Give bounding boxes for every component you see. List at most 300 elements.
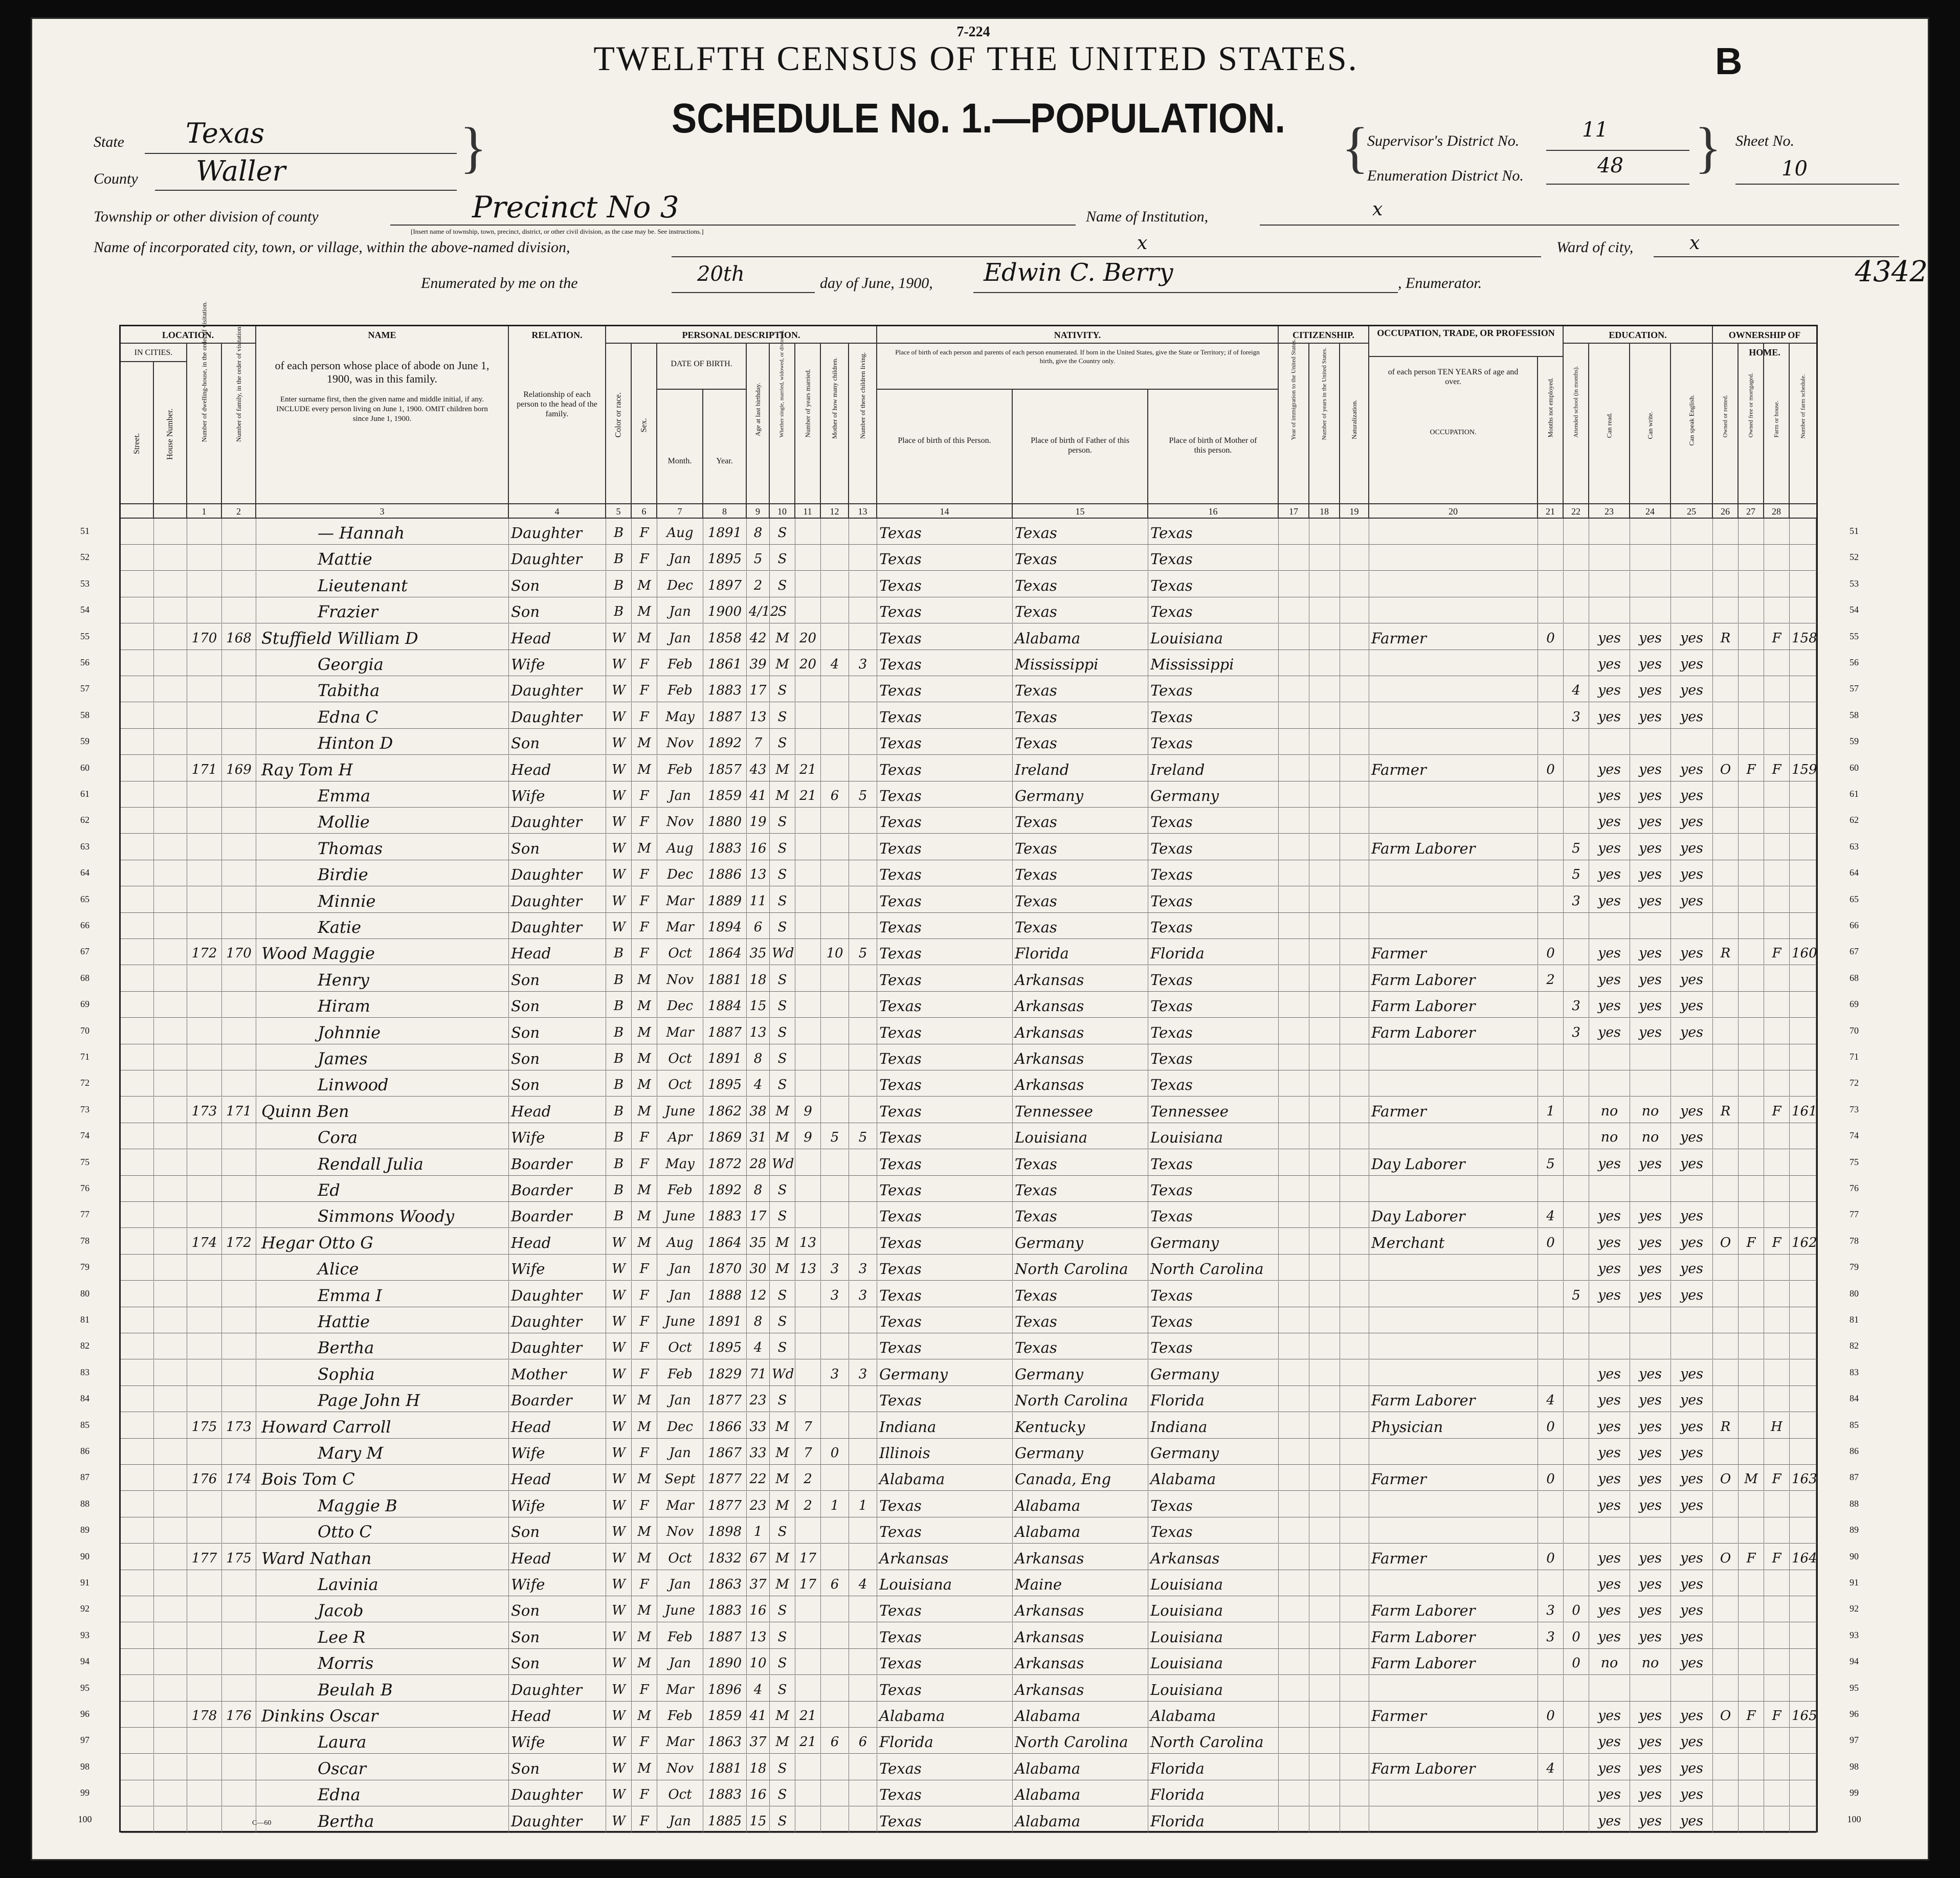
cell-wr: yes [1630, 755, 1671, 781]
cell-wr: yes [1630, 1570, 1671, 1596]
cell-blank [121, 781, 154, 808]
cell-moc [821, 1386, 849, 1412]
cell-moc: 0 [821, 1439, 849, 1465]
cell-rel: Daughter [509, 1281, 606, 1307]
cell-fh [1764, 1255, 1790, 1281]
institution-line [1260, 225, 1899, 226]
cell-mon: Aug [657, 1228, 703, 1255]
cell-sex: F [632, 1807, 657, 1833]
cell-name: Cora [256, 1123, 509, 1149]
cell-bf: Texas [1013, 1176, 1148, 1202]
cell-ym [795, 992, 821, 1018]
cell-yr: 1883 [703, 834, 747, 860]
column-number: 8 [703, 504, 747, 519]
cell-moc [821, 1517, 849, 1544]
cell-mon: June [657, 1097, 703, 1123]
cell-blank [154, 729, 187, 755]
cell-fh [1764, 597, 1790, 623]
header-owned-free-text: Owned free or mortgaged. [1747, 372, 1754, 438]
line-number-right: 93 [1850, 1629, 1859, 1640]
cell-blank [154, 1097, 187, 1123]
cell-fh [1764, 1386, 1790, 1412]
line-number-right: 96 [1850, 1709, 1859, 1719]
table-row [80, 887, 1859, 913]
cell-col: W [606, 860, 632, 886]
cell-blank [1340, 1544, 1369, 1570]
cell-own [1713, 1281, 1739, 1307]
cell-age: 15 [747, 992, 770, 1018]
cell-fh [1764, 650, 1790, 676]
cell-bm: Texas [1148, 1307, 1279, 1333]
line-number-left: 55 [80, 631, 90, 641]
line-number-left: 82 [80, 1340, 90, 1351]
cell-fs [1790, 1596, 1816, 1622]
column-number: 4 [509, 504, 606, 519]
cell-blank [1309, 624, 1340, 650]
cell-blank [1340, 1360, 1369, 1386]
cell-moc [821, 624, 849, 650]
cell-rel: Son [509, 1517, 606, 1544]
cell-occ [1369, 703, 1538, 729]
cell-bp: Texas [877, 781, 1013, 808]
cell-ym: 13 [795, 1255, 821, 1281]
column-number: 25 [1671, 504, 1713, 519]
cell-sp [1671, 913, 1713, 939]
cell-bm: Texas [1148, 860, 1279, 886]
cell-sex: F [632, 1333, 657, 1359]
cell-fh [1764, 992, 1790, 1018]
cell-mne: 0 [1538, 939, 1564, 965]
cell-blank [1309, 1281, 1340, 1307]
section-education: EDUCATION. [1564, 326, 1713, 344]
cell-rel: Daughter [509, 1333, 606, 1359]
cell-rel: Wife [509, 1570, 606, 1596]
cell-dw [187, 571, 222, 597]
cell-rd: yes [1589, 1018, 1630, 1044]
cell-rel: Son [509, 992, 606, 1018]
cell-liv [849, 1018, 877, 1044]
cell-occ [1369, 1570, 1538, 1596]
cell-bf: Alabama [1013, 1491, 1148, 1517]
cell-age: 8 [747, 1044, 770, 1070]
cell-occ: Farm Laborer [1369, 1018, 1538, 1044]
cell-fam: 171 [222, 1097, 256, 1123]
cell-blank [1340, 966, 1369, 992]
line-number-left: 70 [80, 1025, 90, 1036]
cell-wr: yes [1630, 860, 1671, 886]
cell-dw [187, 834, 222, 860]
cell-yr: 1864 [703, 1228, 747, 1255]
cell-occ [1369, 1123, 1538, 1149]
cell-fs [1790, 1150, 1816, 1176]
cell-bm: Texas [1148, 597, 1279, 623]
cell-fam [222, 1780, 256, 1806]
cell-mne [1538, 1439, 1564, 1465]
cell-bm: Florida [1148, 1386, 1279, 1412]
cell-blank [121, 1491, 154, 1517]
cell-fam [222, 887, 256, 913]
cell-ym: 9 [795, 1097, 821, 1123]
cell-moc [821, 519, 849, 545]
cell-own: R [1713, 939, 1739, 965]
cell-ym [795, 1176, 821, 1202]
cell-sp: yes [1671, 1255, 1713, 1281]
cell-blank [1309, 1202, 1340, 1228]
cell-yr: 1864 [703, 939, 747, 965]
line-number-left: 51 [80, 526, 90, 536]
left-brace: } [460, 116, 487, 178]
cell-mon: Dec [657, 571, 703, 597]
cell-bf: Germany [1013, 781, 1148, 808]
cell-occ [1369, 887, 1538, 913]
cell-fr: F [1739, 755, 1764, 781]
cell-sex: F [632, 781, 657, 808]
cell-liv [849, 860, 877, 886]
cell-fam [222, 992, 256, 1018]
cell-liv [849, 676, 877, 702]
cell-fr [1739, 939, 1764, 965]
header-immigration [1279, 339, 1309, 503]
cell-rd [1589, 1044, 1630, 1070]
cell-mar: S [770, 1517, 795, 1544]
cell-blank [1309, 1807, 1340, 1833]
cell-sex: M [632, 1044, 657, 1070]
cell-wr: yes [1630, 1465, 1671, 1491]
cell-mne [1538, 545, 1564, 571]
header-in-cities: IN CITIES. [121, 344, 187, 362]
cell-blank [121, 519, 154, 545]
cell-blank [154, 1807, 187, 1833]
cell-blank [154, 781, 187, 808]
cell-mar: M [770, 1702, 795, 1728]
cell-fs [1790, 1176, 1816, 1202]
cell-fs [1790, 860, 1816, 886]
cell-name: Johnnie [256, 1018, 509, 1044]
cell-blank [1279, 1307, 1309, 1333]
cell-blank [1279, 1228, 1309, 1255]
cell-mne [1538, 1333, 1564, 1359]
line-number-right: 94 [1850, 1656, 1859, 1667]
cell-blank [1279, 1544, 1309, 1570]
cell-blank [1309, 1754, 1340, 1780]
line-number-right: 76 [1850, 1183, 1859, 1193]
cell-fr [1739, 1281, 1764, 1307]
cell-blank [121, 1544, 154, 1570]
cell-dw [187, 1255, 222, 1281]
cell-fh [1764, 1123, 1790, 1149]
cell-bm: Texas [1148, 1176, 1279, 1202]
cell-sch [1564, 1255, 1589, 1281]
cell-fh [1764, 860, 1790, 886]
cell-age: 4 [747, 1333, 770, 1359]
cell-name: Mary M [256, 1439, 509, 1465]
line-number-left: 71 [80, 1052, 90, 1062]
cell-moc [821, 1702, 849, 1728]
cell-fh: H [1764, 1413, 1790, 1439]
cell-rel: Head [509, 1413, 606, 1439]
cell-yr: 1891 [703, 1044, 747, 1070]
cell-blank [154, 1070, 187, 1097]
cell-blank [154, 1570, 187, 1596]
cell-sp: yes [1671, 755, 1713, 781]
cell-age: 4 [747, 1675, 770, 1702]
cell-name: Alice [256, 1255, 509, 1281]
cell-bp: Texas [877, 939, 1013, 965]
section-name: NAME [256, 326, 509, 344]
cell-bf: Arkansas [1013, 1018, 1148, 1044]
cell-bm: Texas [1148, 1281, 1279, 1307]
cell-fr [1739, 597, 1764, 623]
cell-dw [187, 1307, 222, 1333]
cell-col: W [606, 781, 632, 808]
cell-name: Edna C [256, 703, 509, 729]
cell-blank [1279, 1623, 1309, 1649]
cell-fh [1764, 545, 1790, 571]
cell-bm: Texas [1148, 1070, 1279, 1097]
cell-col: B [606, 939, 632, 965]
cell-own [1713, 1780, 1739, 1806]
line-number-right: 81 [1850, 1314, 1859, 1325]
cell-fh: F [1764, 1465, 1790, 1491]
header-attended-school [1564, 344, 1589, 503]
header-color [606, 344, 632, 503]
cell-sex: M [632, 1465, 657, 1491]
cell-mar: S [770, 729, 795, 755]
cell-rd: yes [1589, 1255, 1630, 1281]
cell-bp: Texas [877, 755, 1013, 781]
line-number-left: 98 [80, 1761, 90, 1772]
table-row [80, 1255, 1859, 1281]
cell-wr: yes [1630, 887, 1671, 913]
line-number-left: 61 [80, 789, 90, 799]
cell-rd [1589, 1070, 1630, 1097]
cell-occ: Farm Laborer [1369, 1623, 1538, 1649]
cell-fs [1790, 1307, 1816, 1333]
line-number-right: 79 [1850, 1262, 1859, 1272]
cell-liv: 4 [849, 1570, 877, 1596]
table-row [80, 1176, 1859, 1202]
cell-sex: F [632, 545, 657, 571]
cell-own [1713, 1570, 1739, 1596]
cell-moc [821, 1097, 849, 1123]
cell-mar: S [770, 1307, 795, 1333]
cell-yr: 1863 [703, 1728, 747, 1754]
cell-blank [154, 1465, 187, 1491]
cell-blank [121, 624, 154, 650]
cell-blank [154, 1649, 187, 1675]
cell-col: W [606, 1517, 632, 1544]
cell-fam [222, 1070, 256, 1097]
cell-rel: Head [509, 1228, 606, 1255]
cell-wr: yes [1630, 1255, 1671, 1281]
cell-liv [849, 913, 877, 939]
cell-blank [1340, 1333, 1369, 1359]
cell-dw [187, 1386, 222, 1412]
cell-blank [1279, 992, 1309, 1018]
cell-fam: 174 [222, 1465, 256, 1491]
cell-blank [1279, 1255, 1309, 1281]
cell-blank [1309, 1044, 1340, 1070]
cell-fs [1790, 676, 1816, 702]
cell-mon: Jan [657, 624, 703, 650]
cell-sex: F [632, 1675, 657, 1702]
cell-rel: Son [509, 571, 606, 597]
cell-sex: M [632, 1649, 657, 1675]
cell-yr: 1895 [703, 545, 747, 571]
cell-blank [1340, 887, 1369, 913]
cell-own [1713, 703, 1739, 729]
table-row [80, 1228, 1859, 1255]
cell-age: 4/12 [747, 597, 770, 623]
line-number-left: 94 [80, 1656, 90, 1667]
cell-blank [121, 703, 154, 729]
cell-sex: M [632, 992, 657, 1018]
cell-rd: yes [1589, 1596, 1630, 1622]
cell-dw [187, 1018, 222, 1044]
cell-rd: no [1589, 1123, 1630, 1149]
cell-occ [1369, 597, 1538, 623]
cell-rel: Head [509, 1097, 606, 1123]
table-row [80, 1754, 1859, 1780]
cell-mne: 0 [1538, 1544, 1564, 1570]
table-row [80, 755, 1859, 781]
cell-rd: yes [1589, 1623, 1630, 1649]
cell-yr: 1832 [703, 1544, 747, 1570]
cell-own [1713, 1255, 1739, 1281]
line-number-right: 85 [1850, 1419, 1859, 1430]
cell-name: Frazier [256, 597, 509, 623]
cell-moc [821, 1307, 849, 1333]
cell-own [1713, 1623, 1739, 1649]
cell-bp: Texas [877, 1018, 1013, 1044]
cell-fs: 159 [1790, 755, 1816, 781]
line-number-left: 85 [80, 1419, 90, 1430]
cell-liv: 1 [849, 1491, 877, 1517]
cell-fam [222, 808, 256, 834]
schedule-title: SCHEDULE No. 1.—POPULATION. [671, 95, 1286, 142]
cell-blank [1279, 1360, 1309, 1386]
cell-bp: Arkansas [877, 1544, 1013, 1570]
cell-age: 41 [747, 781, 770, 808]
cell-blank [1279, 703, 1309, 729]
cell-bp: Texas [877, 1754, 1013, 1780]
cell-occ: Farmer [1369, 939, 1538, 965]
cell-age: 12 [747, 1281, 770, 1307]
cell-wr: no [1630, 1123, 1671, 1149]
table-row [80, 545, 1859, 571]
line-number-right: 62 [1850, 815, 1859, 825]
cell-fam [222, 1044, 256, 1070]
cell-age: 35 [747, 939, 770, 965]
cell-age: 71 [747, 1360, 770, 1386]
header-months-not-employed-text: Months not employed. [1546, 377, 1554, 438]
cell-sex: M [632, 1623, 657, 1649]
cell-dw [187, 1360, 222, 1386]
cell-fh [1764, 1439, 1790, 1465]
cell-own [1713, 1675, 1739, 1702]
cell-col: W [606, 1649, 632, 1675]
cell-fh [1764, 1281, 1790, 1307]
cell-bf: Texas [1013, 808, 1148, 834]
cell-age: 18 [747, 966, 770, 992]
cell-liv [849, 1386, 877, 1412]
cell-mne [1538, 992, 1564, 1018]
cell-fs [1790, 1255, 1816, 1281]
cell-bp: Alabama [877, 1465, 1013, 1491]
cell-fr [1739, 808, 1764, 834]
cell-wr: yes [1630, 1202, 1671, 1228]
cell-mne: 3 [1538, 1623, 1564, 1649]
cell-blank [1340, 1413, 1369, 1439]
cell-blank [1309, 1333, 1340, 1359]
cell-own [1713, 1123, 1739, 1149]
cell-bp: Texas [877, 1623, 1013, 1649]
cell-blank [154, 1150, 187, 1176]
cell-mne: 0 [1538, 1465, 1564, 1491]
line-number-right: 51 [1850, 526, 1859, 536]
cell-moc [821, 1596, 849, 1622]
cell-name: Hiram [256, 992, 509, 1018]
cell-fam [222, 1517, 256, 1544]
cell-sp: yes [1671, 1754, 1713, 1780]
cell-occ [1369, 1360, 1538, 1386]
cell-sch: 5 [1564, 834, 1589, 860]
cell-blank [1340, 1150, 1369, 1176]
cell-mon: Mar [657, 1018, 703, 1044]
cell-age: 13 [747, 1018, 770, 1044]
cell-sex: F [632, 1307, 657, 1333]
cell-rel: Son [509, 1018, 606, 1044]
line-number-right: 92 [1850, 1603, 1859, 1614]
cell-sp: yes [1671, 1228, 1713, 1255]
cell-name: Tabitha [256, 676, 509, 702]
cell-sex: F [632, 1570, 657, 1596]
cell-bf: Texas [1013, 1281, 1148, 1307]
cell-blank [1340, 1307, 1369, 1333]
cell-mar: Wd [770, 939, 795, 965]
cell-name: Hegar Otto G [256, 1228, 509, 1255]
cell-blank [1309, 755, 1340, 781]
cell-blank [1309, 1728, 1340, 1754]
cell-age: 15 [747, 1807, 770, 1833]
cell-blank [1309, 781, 1340, 808]
cell-sp: yes [1671, 992, 1713, 1018]
cell-blank [1309, 966, 1340, 992]
cell-blank [1340, 1465, 1369, 1491]
cell-sch [1564, 1702, 1589, 1728]
cell-bm: Indiana [1148, 1413, 1279, 1439]
cell-bf: Germany [1013, 1228, 1148, 1255]
cell-moc [821, 1202, 849, 1228]
cell-moc [821, 966, 849, 992]
cell-rd [1589, 1333, 1630, 1359]
cell-blank [154, 887, 187, 913]
cell-own: O [1713, 1544, 1739, 1570]
cell-bf: Texas [1013, 676, 1148, 702]
cell-mar: S [770, 1780, 795, 1806]
cell-own [1713, 1176, 1739, 1202]
cell-moc [821, 755, 849, 781]
cell-age: 6 [747, 913, 770, 939]
line-number-right: 59 [1850, 736, 1859, 747]
cell-sch [1564, 1097, 1589, 1123]
cell-blank [1279, 729, 1309, 755]
table-row [80, 1150, 1859, 1176]
cell-blank [1309, 939, 1340, 965]
cell-age: 1 [747, 1517, 770, 1544]
cell-rel: Daughter [509, 1780, 606, 1806]
cell-dw [187, 1123, 222, 1149]
